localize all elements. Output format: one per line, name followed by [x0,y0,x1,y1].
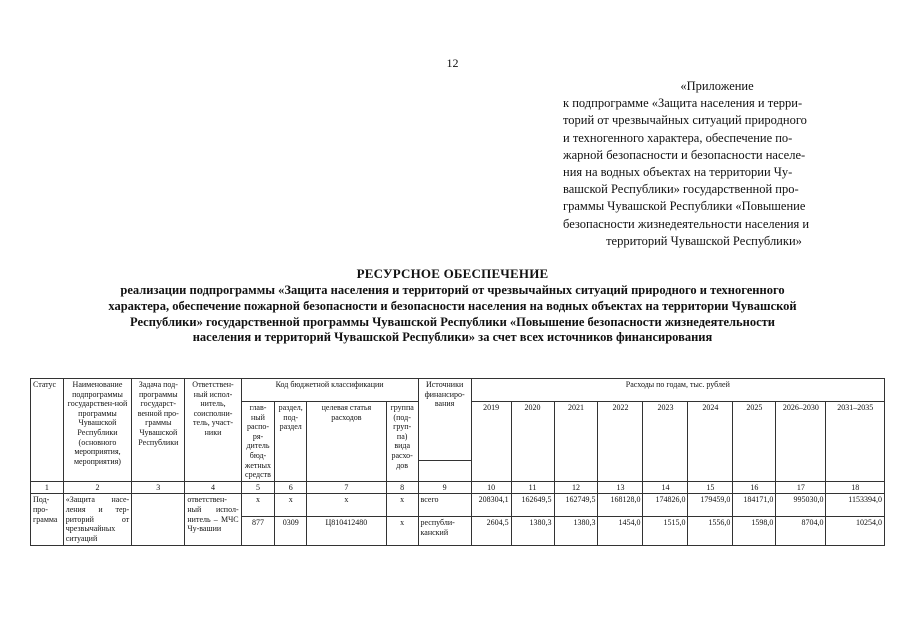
header-bcc-main-manager: глав-ный распо-ря-дитель бюд-жетных средств [241,402,275,482]
cell-value: 1556,0 [688,517,733,546]
cell-section: x [275,494,307,517]
document-title: РЕСУРСНОЕ ОБЕСПЕЧЕНИЕ [356,266,549,281]
column-number-row [31,481,885,494]
cell-article: Ц810412480 [307,517,387,546]
cell-main-manager: x [241,494,275,517]
column-number: 17 [776,481,826,494]
column-number: 1 [31,481,64,494]
cell-article: x [307,494,387,517]
header-bcc-group: Код бюджетной классификации [241,379,418,402]
cell-value: 174826,0 [643,494,688,517]
subtitle-line: реализации подпрограммы «Защита населения и территорий от чрезвычайных ситуаций природного и техногенного [120,283,785,297]
appendix-line: ния на водных объектах на территории Чу- [563,165,793,180]
appendix-line: жарной безопасности и безопасности населе- [563,147,806,162]
column-number: 16 [733,481,776,494]
header-bcc-type: группа (под-груп-па) вида расхо-дов [386,402,418,482]
header-name: Наименование подпрограммы государствен-ной программы Чувашской Республики (основного мероприятия, мероприятия) [63,379,132,482]
row-status: Под-про-грамма [31,494,64,546]
header-year: 2026–2030 [776,402,826,482]
cell-value: 1454,0 [598,517,643,546]
document-subtitle [60,283,845,346]
header-year: 2021 [554,402,598,482]
cell-main-manager: 877 [241,517,275,546]
cell-value: 1380,3 [554,517,598,546]
cell-value: 1515,0 [643,517,688,546]
cell-source: республи-канский [418,517,471,546]
header-expenses-group: Расходы по годам, тыс. рублей [471,379,884,402]
header-year: 2025 [733,402,776,482]
header-year: 2022 [598,402,643,482]
column-number: 3 [132,481,185,494]
header-bcc-section: раздел, под-раздел [275,402,307,482]
column-number: 9 [418,481,471,494]
appendix-lead: «Приложение [680,79,754,93]
header-year: 2020 [511,402,554,482]
column-number: 14 [643,481,688,494]
cell-value: 168128,0 [598,494,643,517]
column-number: 7 [307,481,387,494]
appendix-line: к подпрограмме «Защита населения и терри- [563,96,803,111]
header-responsible: Ответствен-ный испол-нитель, соисполни-тель, участ-ники [185,379,241,482]
header-year: 2019 [471,402,511,482]
column-number: 8 [386,481,418,494]
subtitle-line: Республики» государственной программы Чувашской Республики «Повышение безопасности жизнедеятельности [130,314,775,329]
cell-value: 162749,5 [554,494,598,517]
cell-type: x [386,517,418,546]
header-sources: Источники финансиро-вания [418,379,471,461]
appendix-tail: территорий Чувашской Республики» [606,233,802,248]
column-number: 10 [471,481,511,494]
column-number: 2 [63,481,132,494]
cell-type: x [386,494,418,517]
page-number: 12 [446,56,459,70]
cell-value: 179459,0 [688,494,733,517]
row-responsible: ответствен-ный испол-нитель – МЧС Чу-вашии [185,494,241,546]
resource-table [30,378,885,546]
column-number: 5 [241,481,275,494]
table-row [31,494,885,517]
header-task: Задача под-программы государст-венной про-граммы Чувашской Республики [132,379,185,482]
column-number: 11 [511,481,554,494]
subtitle-line: характера, обеспечение пожарной безопасности и безопасности населения на водных объектах на территории Чувашской [108,298,797,313]
cell-value: 10254,0 [826,517,885,546]
header-sources-empty [418,461,471,481]
header-row [31,379,885,402]
cell-value: 1380,3 [511,517,554,546]
appendix-body [563,95,845,233]
cell-value: 2604,5 [471,517,511,546]
cell-value: 184171,0 [733,494,776,517]
cell-value: 1598,0 [733,517,776,546]
column-number: 4 [185,481,241,494]
cell-value: 208304,1 [471,494,511,517]
cell-value: 162649,5 [511,494,554,517]
cell-source: всего [418,494,471,517]
header-status: Статус [31,379,64,482]
cell-section: 0309 [275,517,307,546]
header-year: 2023 [643,402,688,482]
appendix-line: граммы Чувашской Республики «Повышение [563,199,806,214]
appendix-line: безопасности жизнедеятельности населения и [563,216,810,231]
column-number: 13 [598,481,643,494]
header-year: 2031–2035 [826,402,885,482]
header-year: 2024 [688,402,733,482]
column-number: 6 [275,481,307,494]
column-number: 12 [554,481,598,494]
cell-value: 8704,0 [776,517,826,546]
row-task [132,494,185,546]
appendix-line: торий от чрезвычайных ситуаций природного [563,113,807,128]
appendix-line: вашской Республики» государственной про- [563,182,799,197]
cell-value: 995030,0 [776,494,826,517]
cell-value: 1153394,0 [826,494,885,517]
appendix-line: и техногенного характера, обеспечение по- [563,130,793,145]
subtitle-line: населения и территорий Чувашской Республики» за счет всех источников финансирования [192,330,713,345]
appendix-note [563,78,845,250]
column-number: 18 [826,481,885,494]
column-number: 15 [688,481,733,494]
header-bcc-article: целевая статья расходов [307,402,387,482]
row-name: «Защита насе-ления и тер-риторий от чрезвычайных ситуаций [63,494,132,546]
